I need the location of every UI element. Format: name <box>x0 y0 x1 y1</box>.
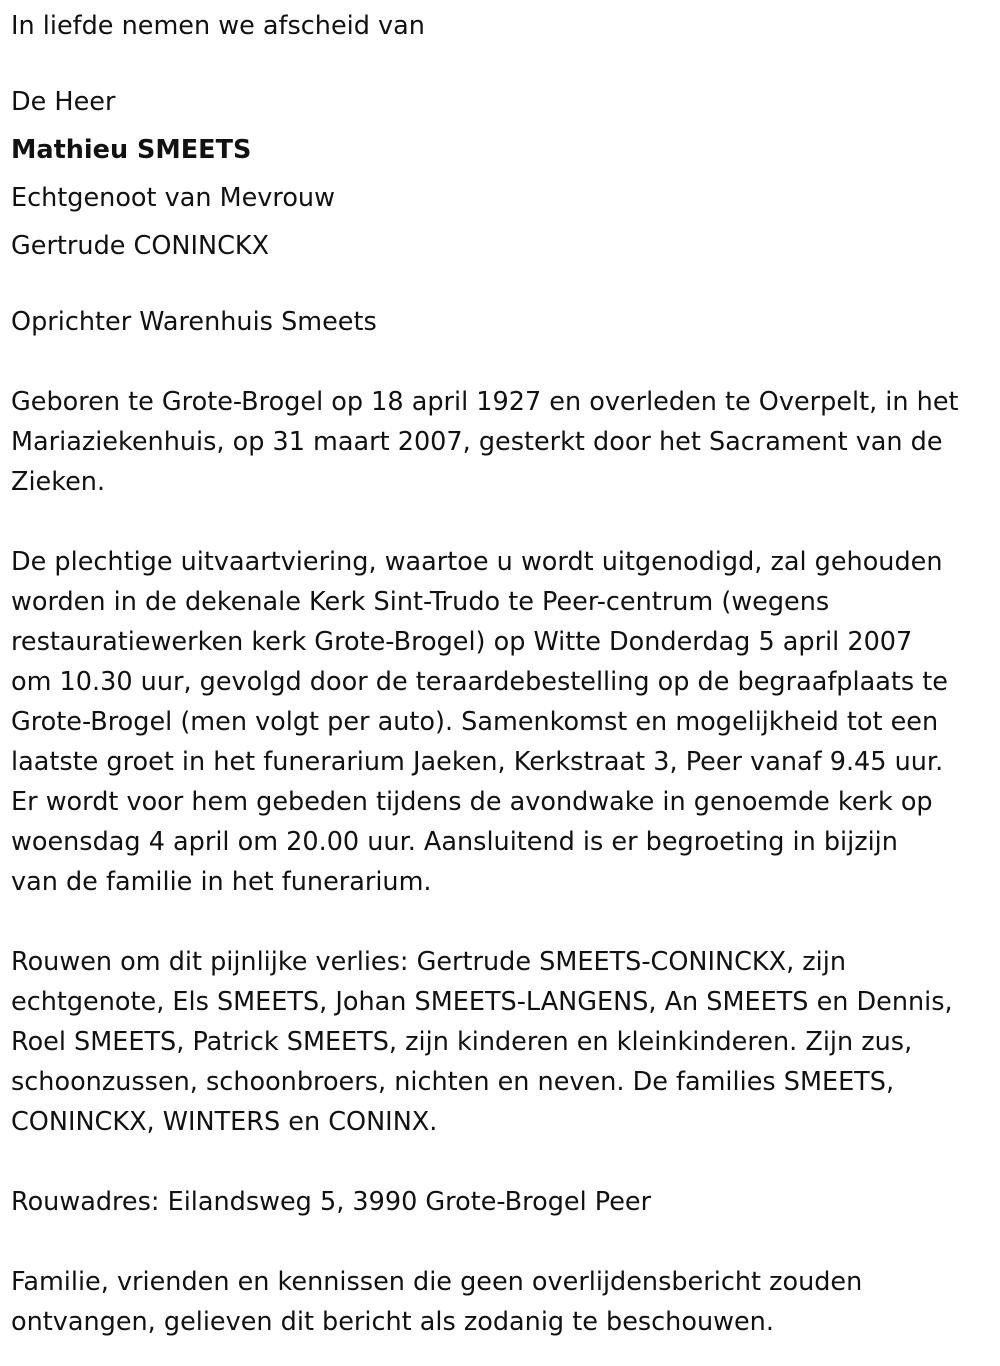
spacer <box>11 502 992 542</box>
deceased-name: Mathieu SMEETS <box>11 135 252 165</box>
founder-text: Oprichter Warenhuis Smeets <box>11 307 377 337</box>
mourning-address: Rouwadres: Eilandsweg 5, 3990 Grote-Brogel Peer <box>11 1187 652 1217</box>
paragraph-line: De plechtige uitvaartviering, waartoe u wordt uitgenodigd, zal gehouden <box>11 547 943 577</box>
paragraph-line: laatste groet in het funerarium Jaeken, Kerkstraat 3, Peer vanaf 9.45 uur. <box>11 747 944 777</box>
spacer <box>11 270 992 302</box>
paragraph-line: worden in de dekenale Kerk Sint-Trudo te Peer-centrum (wegens <box>11 587 830 617</box>
paragraph-line: van de familie in het funerarium. <box>11 867 432 897</box>
spacer <box>11 1222 992 1262</box>
mourners-paragraph <box>11 942 992 1142</box>
title-prefix: De Heer <box>11 87 116 117</box>
closing-paragraph <box>11 1262 992 1342</box>
paragraph-line: Familie, vrienden en kennissen die geen overlijdensbericht zouden <box>11 1267 863 1297</box>
spacer <box>11 342 992 382</box>
birth-death-paragraph <box>11 382 992 502</box>
spacer <box>11 902 992 942</box>
paragraph-line: echtgenote, Els SMEETS, Johan SMEETS-LANGENS, An SMEETS en Dennis, <box>11 987 953 1017</box>
spouse-line-2: Gertrude CONINCKX <box>11 231 270 261</box>
funeral-paragraph <box>11 542 992 902</box>
paragraph-line: Mariaziekenhuis, op 31 maart 2007, gesterkt door het Sacrament van de <box>11 427 943 457</box>
spacer <box>11 1142 992 1182</box>
paragraph-line: Roel SMEETS, Patrick SMEETS, zijn kinderen en kleinkinderen. Zijn zus, <box>11 1027 913 1057</box>
paragraph-line: schoonzussen, schoonbroers, nichten en neven. De families SMEETS, <box>11 1067 895 1097</box>
paragraph-line: restauratiewerken kerk Grote-Brogel) op Witte Donderdag 5 april 2007 <box>11 627 913 657</box>
deceased-heading <box>11 78 992 270</box>
paragraph-line: Geboren te Grote-Brogel op 18 april 1927 en overleden te Overpelt, in het <box>11 387 959 417</box>
paragraph-line: CONINCKX, WINTERS en CONINX. <box>11 1107 438 1137</box>
paragraph-line: woensdag 4 april om 20.00 uur. Aansluitend is er begroeting in bijzijn <box>11 827 898 857</box>
paragraph-line: om 10.30 uur, gevolgd door de teraardebestelling op de begraafplaats te <box>11 667 948 697</box>
paragraph-line: Rouwen om dit pijnlijke verlies: Gertrude SMEETS-CONINCKX, zijn <box>11 947 847 977</box>
paragraph-line: Grote-Brogel (men volgt per auto). Samenkomst en mogelijkheid tot een <box>11 707 939 737</box>
paragraph-line: Er wordt voor hem gebeden tijdens de avondwake in genoemde kerk op <box>11 787 933 817</box>
intro-text: In liefde nemen we afscheid van <box>11 11 425 41</box>
paragraph-line: ontvangen, gelieven dit bericht als zodanig te beschouwen. <box>11 1307 774 1337</box>
paragraph-line: Zieken. <box>11 467 106 497</box>
spouse-line-1: Echtgenoot van Mevrouw <box>11 183 335 213</box>
spacer <box>11 46 992 78</box>
